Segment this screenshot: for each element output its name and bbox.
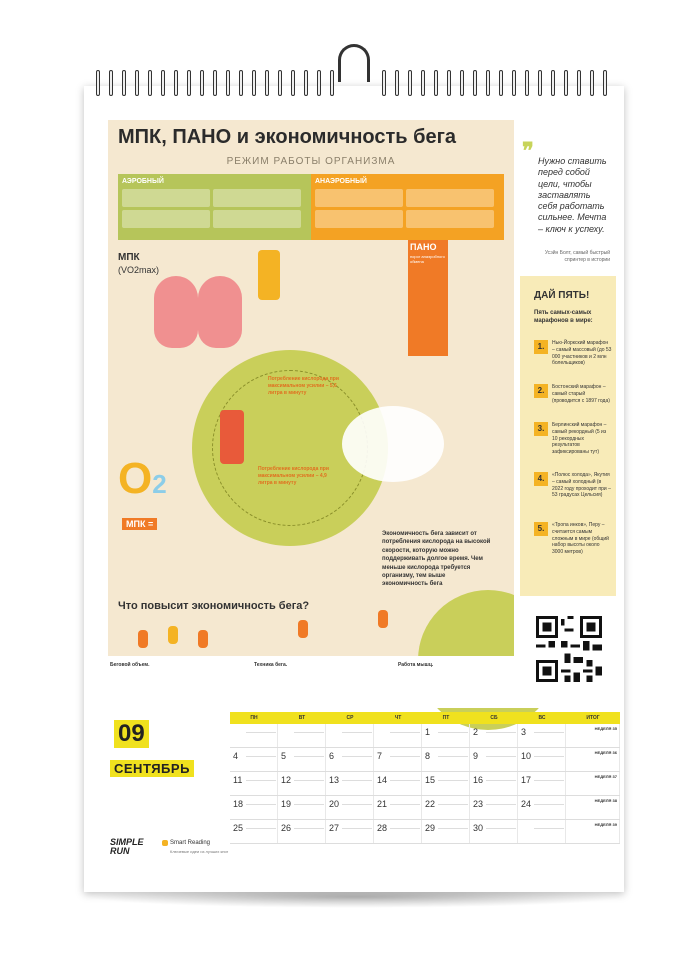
calendar-week-row [230,772,620,796]
binding-ring [265,70,269,96]
calendar-day-cell[interactable] [278,820,326,843]
binding-ring [460,70,464,96]
calendar-day-cell[interactable] [326,772,374,795]
binding-ring [512,70,516,96]
week-total-cell [566,820,620,843]
calendar-day-cell[interactable] [518,724,566,747]
binding-ring [525,70,529,96]
day-number: 3 [521,727,527,737]
economy-text: Экономичность бега зависит от потребления кислорода на высокой скорости, которую можно поддерживать долгое время. Чем меньше кислорода требуется организму, тем выше экономичность бега [382,531,491,588]
binding-ring [382,70,386,96]
binding-ring [278,70,282,96]
day-number: 16 [473,775,484,785]
week-total-cell [566,772,620,795]
day-number: 20 [329,799,340,809]
weekday-header: ПН [250,715,258,721]
oxygen-text-1: Потребление кислорода при максимальном усилии – 5,6 литра в минуту [268,376,339,396]
calendar-day-cell[interactable] [374,724,422,747]
day-number: 23 [473,799,484,809]
day-number: 18 [233,799,244,809]
binding-ring [577,70,581,96]
binding-ring [590,70,594,96]
week-total-cell [566,724,620,747]
binding-ring [213,70,217,96]
binding-ring [330,70,334,96]
binding-ring [395,70,399,96]
calendar-day-cell[interactable] [278,772,326,795]
binding-ring [252,70,256,96]
anaerobic-label: АНАЭРОБНЫЙ [315,178,367,185]
calendar-week-row [230,724,620,748]
month-number: 09 [114,720,149,748]
runner-figure [138,630,148,648]
binding-ring [317,70,321,96]
binding-ring [499,70,503,96]
binding-ring [161,70,165,96]
mpk-label: МПК [118,252,140,263]
binding-ring [304,70,308,96]
binding-ring [135,70,139,96]
day-number: 5 [281,751,287,761]
calendar-day-cell[interactable] [230,796,278,819]
calendar-day-cell[interactable] [326,796,374,819]
day-number: 15 [425,775,436,785]
calendar-day-cell[interactable] [326,724,374,747]
calendar-day-cell[interactable] [374,772,422,795]
poster-footer [108,656,514,708]
day-number: 8 [425,751,431,761]
binding-ring [239,70,243,96]
binding-ring [434,70,438,96]
day-number: 19 [281,799,292,809]
give-five-lead: Пять самых-самых марафонов в мире: [534,310,593,324]
calendar-day-cell[interactable] [422,772,470,795]
day-number: 26 [281,823,292,833]
smart-reading-logo: Smart Reading [170,840,211,846]
week-total-cell [566,796,620,819]
binding-ring [96,70,100,96]
quote-author: Усэйн Болт, самый быстрый спринтер в истории [544,250,610,263]
binding-ring [226,70,230,96]
quote-mark-icon: ❞ [522,138,534,163]
weekday-header: ПТ [442,715,450,721]
smart-reading-tagline: Ключевые идеи из лучших книг [170,849,229,854]
day-number: 25 [233,823,244,833]
binding-ring [187,70,191,96]
binding-ring [408,70,412,96]
aerobic-label: АЭРОБНЫЙ [122,178,164,185]
day-number: 21 [377,799,388,809]
quote-text: Нужно ставить перед собой цели, чтобы заставлять себя работать сильнее. Мечта – ключ к успеху. [538,156,607,234]
week-label: НЕДЕЛЯ 35 [594,726,617,731]
runner-figure [198,630,208,648]
infographic-poster [108,120,514,708]
calendar-day-cell[interactable] [374,820,422,843]
calendar-day-cell[interactable] [230,748,278,771]
calendar-day-cell[interactable] [422,748,470,771]
binding-ring [486,70,490,96]
calendar-day-cell[interactable] [230,820,278,843]
oxygen-text-2: Потребление кислорода при максимальном усилии – 4,9 литра в минуту [258,466,329,486]
calendar-day-cell[interactable] [374,748,422,771]
calendar-day-cell[interactable] [422,724,470,747]
week-label: НЕДЕЛЯ 37 [594,774,617,779]
binding-ring [564,70,568,96]
calendar-day-cell[interactable] [470,748,518,771]
give-five-title: ДАЙ ПЯТЬ! [534,290,590,301]
give-five-panel: ДАЙ ПЯТЬ! Пять самых-самых марафонов в мире: 1. Нью-Йоркский марафон – самый массовый (до 53 000 участников и 2 млн болельщиков) 2. Бостонский марафон – самый старый (проводится с 1897 года) 3. Берлинский марафон – самый рекордный (5 из 10 рекордных результатов зафиксированы тут) 4. «Полюс холода», Якутия – самый холодный (в 2022 году проходит при –53 градусах Цельсия) 5. «Тропа инков», Перу – считается самым сложным в мире (общий набор высоты около 3000 метров) [520,276,616,596]
calendar-day-cell[interactable] [278,748,326,771]
day-number: 4 [233,751,239,761]
binding-ring [109,70,113,96]
calendar-day-cell[interactable] [518,820,566,843]
day-number: 27 [329,823,340,833]
calendar-day-cell[interactable] [470,772,518,795]
day-number: 9 [473,751,479,761]
calendar-day-cell[interactable] [470,820,518,843]
mpk-sub-label: (VO2max) [118,265,160,275]
pano-box [408,240,448,356]
pano-title: ПАНО [410,242,437,252]
qr-code-icon[interactable] [536,616,602,682]
spiral-binding [96,70,616,100]
total-header: ИТОГ [586,715,600,721]
poster-subtitle: РЕЖИМ РАБОТЫ ОРГАНИЗМА [226,156,396,167]
day-number: 7 [377,751,383,761]
binding-ring [421,70,425,96]
week-label: НЕДЕЛЯ 38 [594,798,617,803]
day-number: 6 [329,751,335,761]
calendar-day-cell[interactable] [422,820,470,843]
calendar-day-cell[interactable] [518,772,566,795]
calendar-day-cell[interactable] [278,724,326,747]
binding-ring [122,70,126,96]
binding-ring [148,70,152,96]
runner-figure [258,250,280,300]
calendar-day-cell[interactable] [470,796,518,819]
weekday-header: СР [346,715,354,721]
runner-figure [378,610,388,628]
day-number: 22 [425,799,436,809]
day-number: 28 [377,823,388,833]
binding-ring [603,70,607,96]
weekday-header: ВС [538,715,546,721]
weekday-header: ВТ [298,715,306,721]
anaerobic-mode [311,174,504,240]
calendar-week-row [230,796,620,820]
day-number: 17 [521,775,532,785]
calendar-day-cell[interactable] [278,796,326,819]
day-number: 10 [521,751,532,761]
calendar-day-cell[interactable] [326,748,374,771]
calendar-day-cell[interactable] [470,724,518,747]
day-number: 11 [233,775,243,785]
binding-ring [174,70,178,96]
calendar-day-cell[interactable] [518,796,566,819]
calendar-week-row [230,820,620,844]
modes-panel [118,174,504,240]
footer-col-1: Беговой объем. [110,662,150,668]
weekday-header: ЧТ [394,715,402,721]
binding-ring [291,70,295,96]
calendar-header [230,712,620,724]
simple-run-logo: SIMPLE RUN [110,837,144,856]
speech-bubble [342,406,444,482]
economy-question: Что повысит экономичность бега? [118,600,310,612]
calendar-day-cell[interactable] [422,796,470,819]
mpk-equation: МПК = [122,518,157,530]
smart-reading-icon [162,840,168,846]
day-number: 13 [329,775,340,785]
day-number: 29 [425,823,436,833]
runner-figure [220,410,244,464]
binding-ring [538,70,542,96]
binding-ring [551,70,555,96]
day-number: 1 [425,727,431,737]
calendar-day-cell[interactable] [230,724,278,747]
o2-symbol: O2 [118,454,167,503]
calendar-grid [230,712,620,844]
day-number: 14 [377,775,388,785]
day-number: 2 [473,727,479,737]
month-name: СЕНТЯБРЬ [110,760,194,777]
footer-col-3: Работа мышц. [398,662,434,668]
week-total-cell [566,748,620,771]
week-label: НЕДЕЛЯ 36 [594,750,617,755]
binding-ring [447,70,451,96]
footer-col-2: Техника бега. [254,662,288,668]
binding-ring [200,70,204,96]
day-number: 12 [281,775,292,785]
calendar-day-cell[interactable] [326,820,374,843]
week-label: НЕДЕЛЯ 39 [594,822,617,827]
runner-figure [298,620,308,638]
calendar-day-cell[interactable] [518,748,566,771]
calendar-day-cell[interactable] [374,796,422,819]
binding-ring [473,70,477,96]
poster-title: МПК, ПАНО и экономичность бега [118,126,457,148]
day-number: 30 [473,823,484,833]
weekday-header: СБ [490,715,498,721]
calendar-day-cell[interactable] [230,772,278,795]
day-number: 24 [521,799,532,809]
aerobic-mode [118,174,311,240]
runner-figure [168,626,178,644]
pano-text: порог анаэробного обмена [410,254,445,265]
lungs-illustration [148,260,248,352]
calendar-week-row [230,748,620,772]
